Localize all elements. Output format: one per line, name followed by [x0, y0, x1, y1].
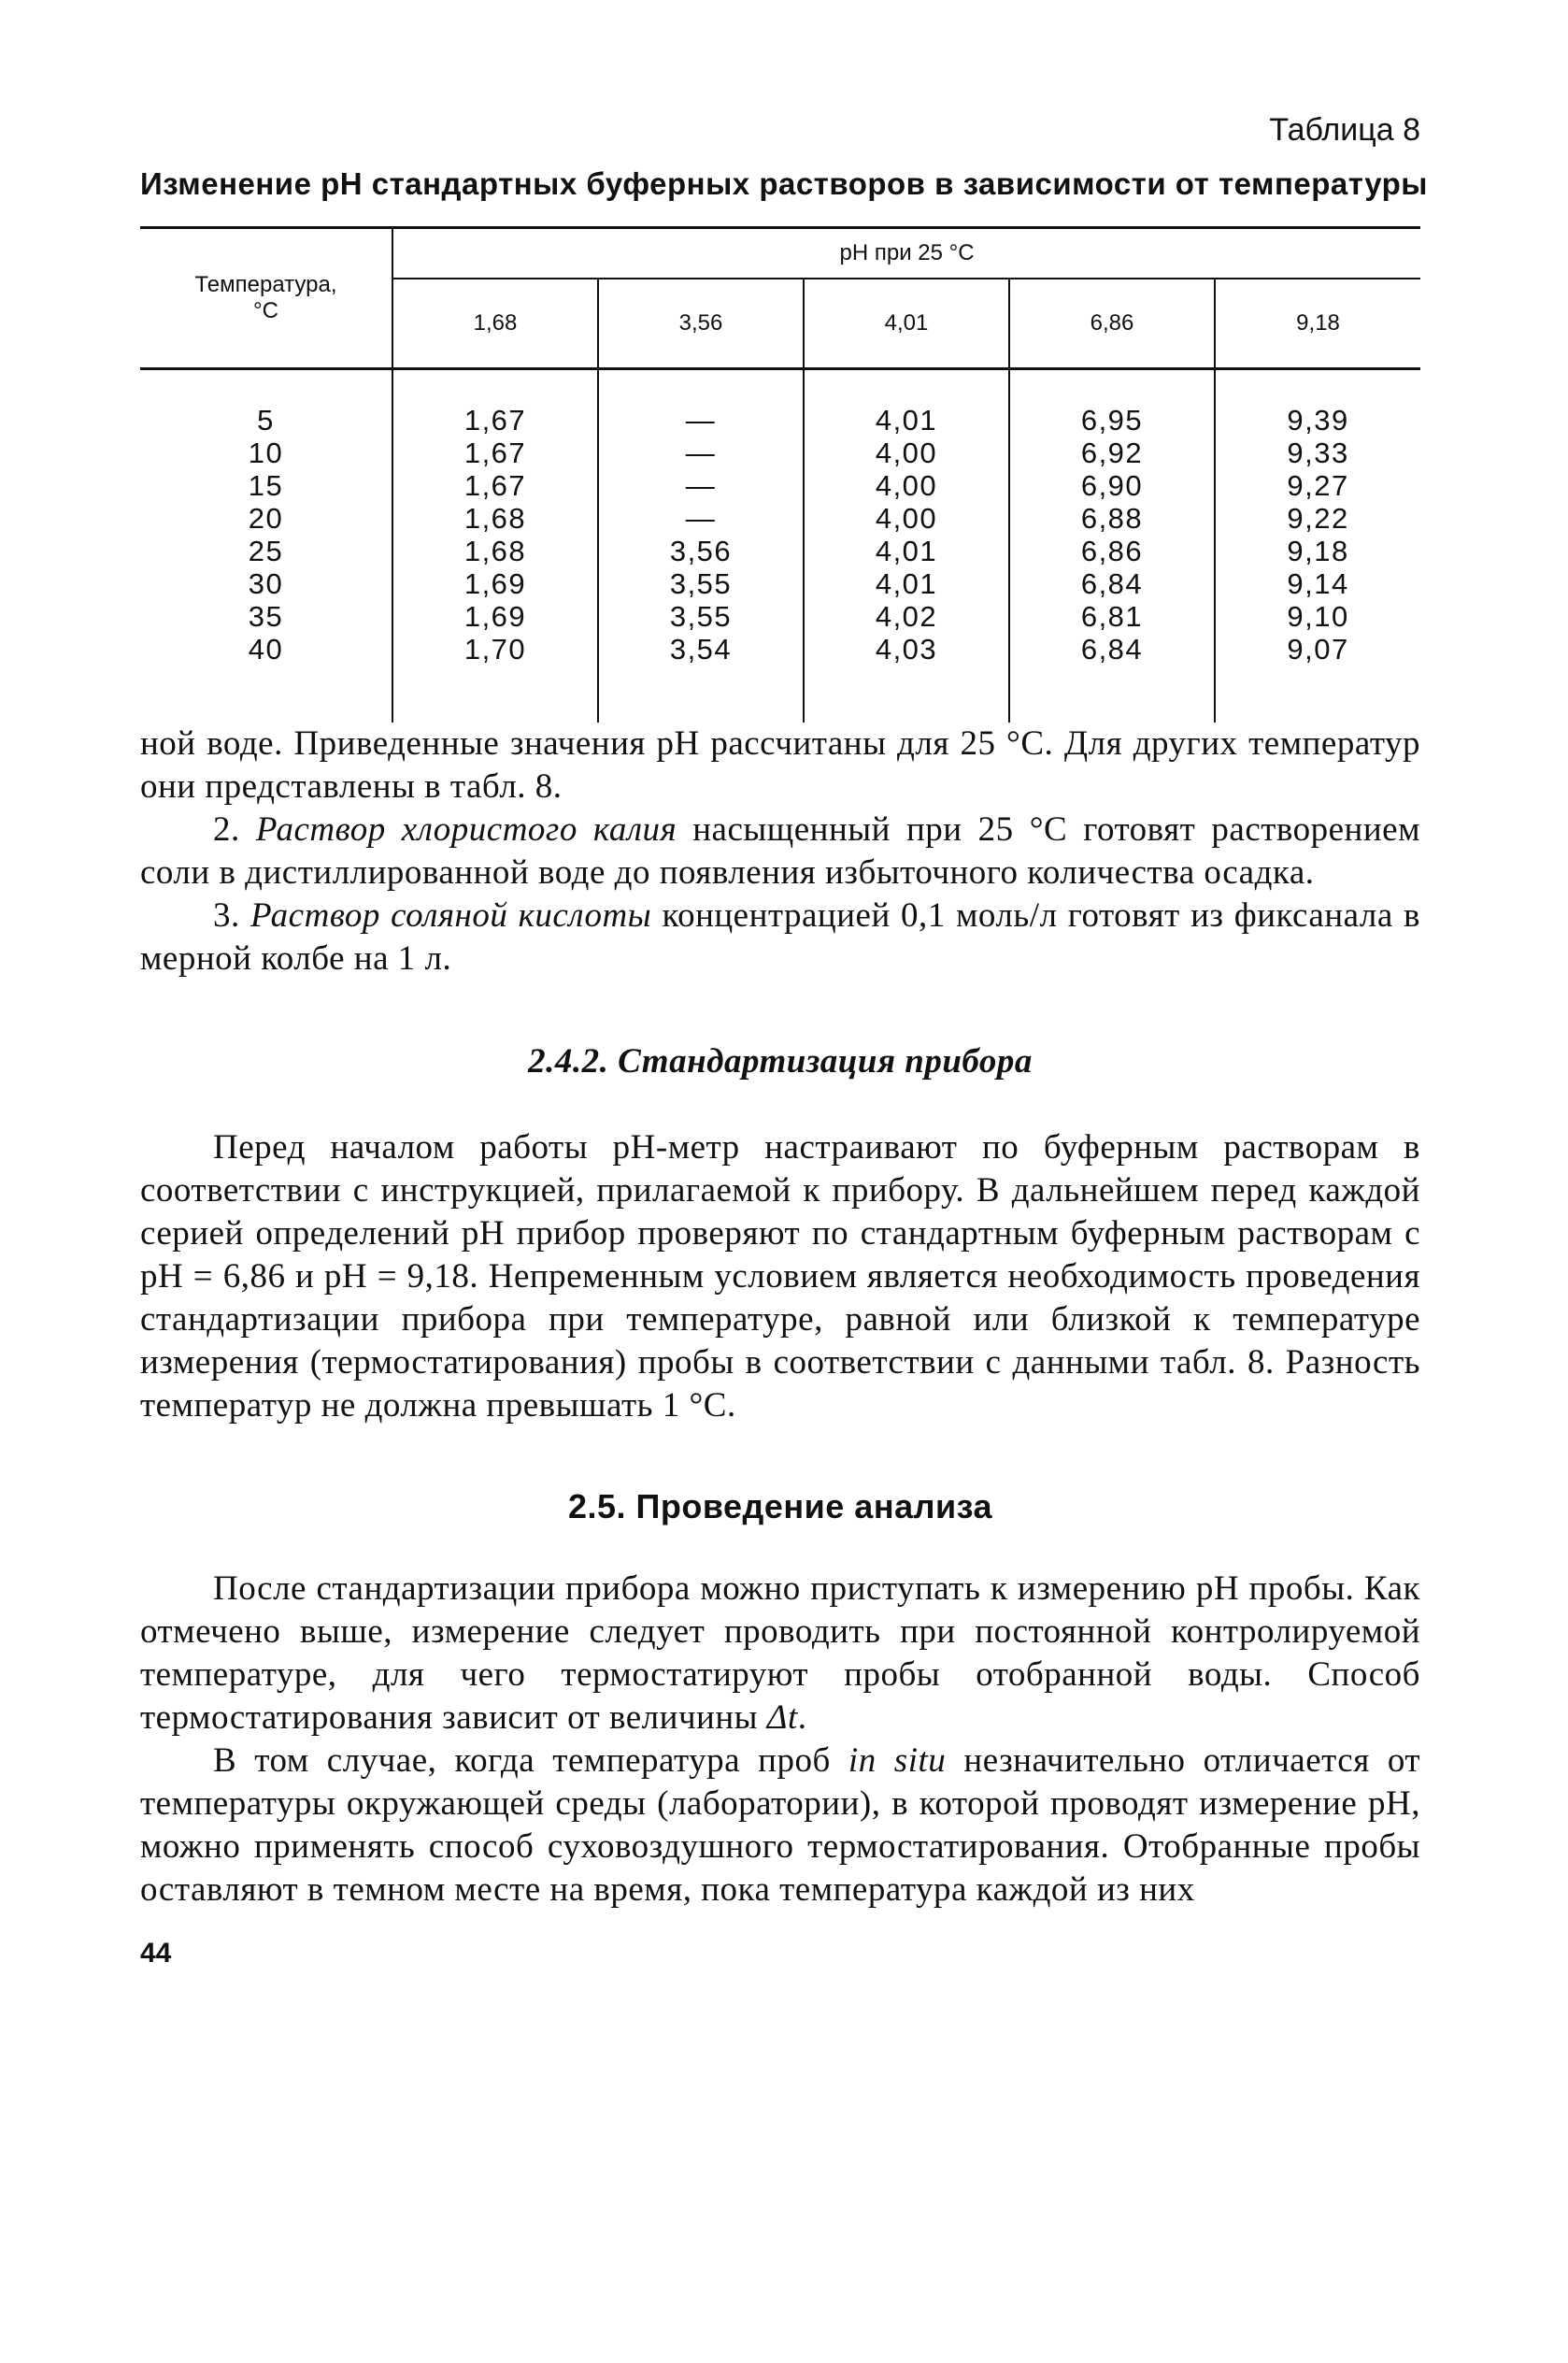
ph-column-header: 6,86 [1009, 279, 1215, 369]
table-cell: 9,14 [1287, 567, 1349, 600]
ph-column-4-01 [804, 369, 1009, 723]
page-number: 44 [140, 1938, 172, 1969]
table-cell: 1,67 [463, 437, 527, 469]
table-cell: 1,68 [463, 502, 527, 535]
temperature-column [140, 369, 392, 723]
table-cell: 3,55 [669, 600, 733, 633]
table-cell: 1,67 [463, 404, 527, 437]
table-cell: 6,88 [1080, 502, 1144, 535]
table-cell: 4,00 [875, 437, 938, 469]
emphasis-kcl: Раствор хлористого калия [255, 810, 677, 849]
emphasis-hcl: Раствор соляной кислоты [249, 896, 652, 935]
table-cell: 25 [248, 535, 284, 567]
paragraph-standardization: Перед началом работы рН-метр настраивают по буферным растворам в соответствии с инструкцией, прилагаемой к прибору. В дальнейшем перед каждой серией определений рН прибор проверяют по стандартным буферным растворам с рН = 6,86 и рН = 9,18. Непременным условием является необходимость проведения стандартизации прибора при температуре, равной или близкой к температуре измерения (термостатирования) пробы в соответствии с данными табл. 8. Разность температур не должна превышать 1 °С. [140, 1128, 1420, 1425]
ph-column-3-56 [598, 369, 804, 723]
table-cell: 4,00 [875, 502, 938, 535]
table-cell: 4,01 [875, 567, 938, 600]
section-heading-2-5: 2.5. Проведение анализа [567, 1487, 993, 1525]
table-cell: 9,22 [1287, 502, 1349, 535]
table-cell: 6,81 [1080, 600, 1144, 633]
document-page [140, 112, 1428, 1969]
table-cell: 4,00 [875, 469, 938, 502]
table-cell: 1,70 [463, 633, 527, 666]
table-cell: 3,54 [669, 633, 733, 666]
list-number: 3. [213, 896, 250, 935]
table-cell: 3,55 [669, 567, 733, 600]
ph-group-header: рН при 25 °С [392, 228, 1420, 279]
table-data-row [140, 369, 1420, 723]
table-cell: 6,86 [1080, 535, 1144, 567]
table-cell: 9,18 [1287, 535, 1349, 567]
table-cell: 3,56 [669, 535, 733, 567]
paragraph-in-situ [140, 1740, 1420, 1912]
table-cell: 5 [257, 404, 275, 437]
table-cell: 9,39 [1287, 404, 1349, 437]
paragraph-continuation: ной воде. Приведенные значения рН рассчитаны для 25 °С. Для других температур они представлены в табл. 8. [140, 724, 1420, 806]
table-cell: 9,07 [1287, 633, 1349, 666]
table-cell: 1,69 [463, 600, 527, 633]
table-cell: — [685, 502, 717, 535]
paragraph-hcl-solution [140, 895, 1420, 981]
table-cell: 6,90 [1080, 469, 1144, 502]
paragraph-text: незначительно отличается от температуры окружающей среды (лаборатории), в которой проводят измерение рН, можно применять способ суховоздушного термостатирования. Отобранные пробы оставляют в темном месте на время, пока температура каждой из них [140, 1741, 1420, 1909]
ph-column-header: 3,56 [598, 279, 804, 369]
paragraph-text: В том случае, когда температура проб [213, 1741, 848, 1780]
paragraph-text: После стандартизации прибора можно приступать к измерению рН пробы. Как отмечено выше, измерение следует проводить при постоянной контролируемой температуре, для чего термостатируют пробы отобранной воды. Способ термостатирования зависит от величины [140, 1569, 1420, 1737]
table-cell: 6,92 [1080, 437, 1144, 469]
table-cell: 1,68 [463, 535, 527, 567]
section-heading-2-4-2: 2.4.2. Стандартизация прибора [528, 1042, 1033, 1081]
table-cell: 9,33 [1287, 437, 1349, 469]
table-title: Изменение рН стандартных буферных растворов в зависимости от температуры [140, 166, 1428, 201]
table-cell: 35 [248, 600, 284, 633]
table-cell: 6,84 [1080, 567, 1144, 600]
table-cell: 4,02 [875, 600, 938, 633]
paragraph-analysis [140, 1568, 1420, 1740]
ph-column-header: 1,68 [392, 279, 598, 369]
paragraph-text: . [797, 1698, 807, 1737]
body-text [140, 723, 1420, 1912]
table-cell: 15 [248, 469, 284, 502]
temperature-header [140, 228, 392, 369]
temperature-header-label: Температура, [194, 272, 337, 297]
table-cell: 1,67 [463, 469, 527, 502]
table-cell: 4,03 [875, 633, 938, 666]
table-cell: 6,84 [1080, 633, 1144, 666]
table-cell: 30 [248, 567, 284, 600]
table-cell: — [685, 437, 717, 469]
table-cell: 4,01 [875, 404, 938, 437]
table-cell: 6,95 [1080, 404, 1144, 437]
table-cell: 20 [248, 502, 284, 535]
table-cell: 9,10 [1287, 600, 1349, 633]
table-cell: — [685, 404, 717, 437]
table-cell: 10 [248, 437, 284, 469]
table-cell: — [685, 469, 717, 502]
table-cell: 9,27 [1287, 469, 1349, 502]
delta-t: Δt [766, 1698, 798, 1737]
list-number: 2. [213, 810, 256, 849]
table-cell: 40 [248, 633, 284, 666]
ph-buffer-table [140, 226, 1420, 723]
table-cell: 4,01 [875, 535, 938, 567]
emphasis-in-situ: in situ [848, 1741, 947, 1780]
table-number: Таблица 8 [1269, 112, 1420, 148]
ph-column-9-18 [1215, 369, 1420, 723]
ph-column-1-68 [392, 369, 598, 723]
ph-column-6-86 [1009, 369, 1215, 723]
paragraph-kcl-solution [140, 809, 1420, 895]
paragraph-text: насыщенный при 25 °С готовят растворением соли в дистиллированной воде до появления избыточного количества осадка. [140, 810, 1420, 892]
paragraph-text: концентрацией 0,1 моль/л готовят из фиксанала в мерной колбе на 1 л. [140, 896, 1420, 978]
temperature-header-unit: °С [253, 298, 278, 323]
ph-column-header: 9,18 [1215, 279, 1420, 369]
ph-column-header: 4,01 [804, 279, 1009, 369]
table-cell: 1,69 [463, 567, 527, 600]
